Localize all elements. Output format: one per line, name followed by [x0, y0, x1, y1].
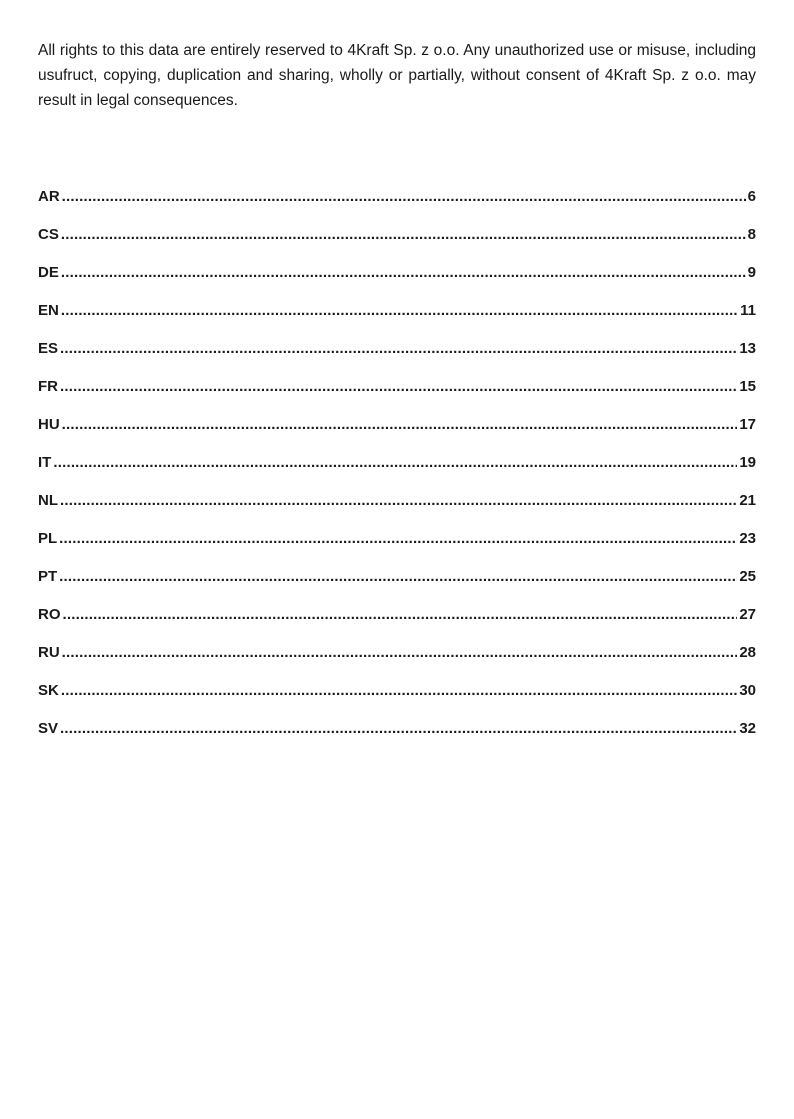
copyright-notice: All rights to this data are entirely reserved to 4Kraft Sp. z o.o. Any unauthorized use or misuse, including usufruct, copying, duplication and sharing, wholly or partially, without consent of 4Kraft Sp. z o.o. may result in legal consequences.: [38, 42, 756, 109]
toc-entry-page: 9: [747, 264, 756, 281]
toc-dot-leader: [61, 264, 746, 281]
toc-entry-page: 25: [739, 568, 756, 585]
toc-entry-label: IT: [38, 454, 52, 471]
toc-entry-page: 28: [739, 644, 756, 661]
toc-entry-page: 17: [739, 416, 756, 433]
toc-entry-ro[interactable]: [38, 606, 756, 644]
toc-entry-fr[interactable]: [38, 378, 756, 416]
toc-entry-cs[interactable]: [38, 226, 756, 264]
toc-dot-leader: [62, 416, 738, 433]
toc-entry-label: PL: [38, 530, 58, 547]
toc-entry-nl[interactable]: [38, 492, 756, 530]
toc-entry-page: 23: [739, 530, 756, 547]
toc-entry-es[interactable]: [38, 340, 756, 378]
toc-dot-leader: [61, 682, 737, 699]
toc-entry-label: DE: [38, 264, 59, 281]
toc-dot-leader: [61, 302, 738, 319]
toc-entry-label: ES: [38, 340, 59, 357]
toc-entry-en[interactable]: [38, 302, 756, 340]
toc-entry-page: 6: [747, 188, 756, 205]
toc-entry-label: HU: [38, 416, 60, 433]
table-of-contents: [38, 188, 756, 758]
toc-dot-leader: [62, 644, 738, 661]
toc-dot-leader: [53, 454, 737, 471]
toc-entry-page: 13: [739, 340, 756, 357]
toc-entry-de[interactable]: [38, 264, 756, 302]
toc-entry-it[interactable]: [38, 454, 756, 492]
toc-entry-page: 15: [739, 378, 756, 395]
toc-entry-page: 21: [739, 492, 756, 509]
toc-entry-page: 32: [739, 720, 756, 737]
toc-entry-sv[interactable]: [38, 720, 756, 758]
toc-dot-leader: [60, 492, 737, 509]
toc-entry-page: 30: [739, 682, 756, 699]
toc-entry-label: SK: [38, 682, 59, 699]
toc-dot-leader: [60, 720, 737, 737]
toc-entry-ar[interactable]: [38, 188, 756, 226]
toc-entry-label: RU: [38, 644, 60, 661]
toc-entry-label: AR: [38, 188, 60, 205]
toc-entry-label: CS: [38, 226, 59, 243]
toc-entry-label: SV: [38, 720, 59, 737]
toc-entry-label: EN: [38, 302, 59, 319]
toc-entry-page: 8: [747, 226, 756, 243]
toc-entry-pt[interactable]: [38, 568, 756, 606]
toc-entry-ru[interactable]: [38, 644, 756, 682]
toc-dot-leader: [60, 378, 737, 395]
toc-entry-label: PT: [38, 568, 58, 585]
toc-entry-label: RO: [38, 606, 61, 623]
toc-entry-label: FR: [38, 378, 58, 395]
toc-dot-leader: [61, 226, 746, 243]
toc-entry-label: NL: [38, 492, 58, 509]
toc-entry-page: 11: [740, 302, 756, 319]
toc-dot-leader: [63, 606, 738, 623]
toc-entry-hu[interactable]: [38, 416, 756, 454]
toc-dot-leader: [62, 188, 746, 205]
toc-entry-page: 27: [739, 606, 756, 623]
toc-dot-leader: [59, 568, 737, 585]
toc-entry-page: 19: [739, 454, 756, 471]
toc-dot-leader: [60, 340, 737, 357]
toc-entry-pl[interactable]: [38, 530, 756, 568]
toc-dot-leader: [59, 530, 737, 547]
toc-entry-sk[interactable]: [38, 682, 756, 720]
